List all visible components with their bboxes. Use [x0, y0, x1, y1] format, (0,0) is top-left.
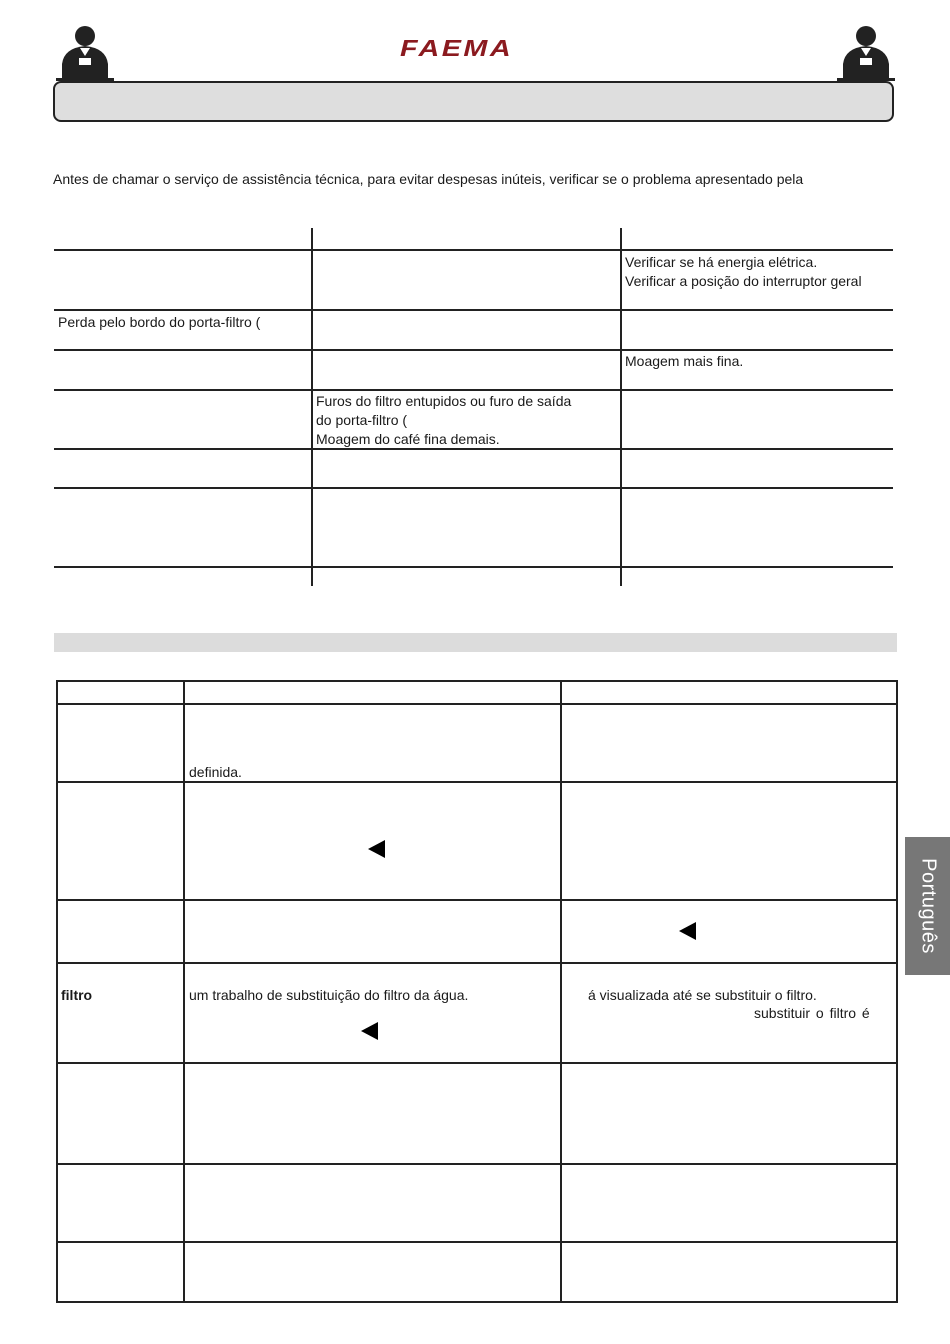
- waiter-logo-icon-right: [835, 24, 897, 82]
- table-cell: Moagem mais fina.: [625, 353, 744, 369]
- waiter-logo-icon-left: [54, 24, 116, 82]
- table-cell: definida.: [189, 764, 242, 780]
- language-tab-label: Português: [917, 858, 939, 954]
- arrow-left-icon: [368, 840, 385, 858]
- table-cell: um trabalho de substituição do filtro da água.: [189, 987, 469, 1003]
- table-cell: filtro: [61, 987, 93, 1003]
- section-header-bar: [53, 81, 894, 122]
- section-divider-bar: [54, 633, 897, 652]
- table-cell: Furos do filtro entupidos ou furo de saída do porta-filtro ( Moagem do café fina demais.: [316, 393, 572, 447]
- intro-text: Antes de chamar o serviço de assistência técnica, para evitar despesas inúteis, verificar se o problema apresentado pela: [53, 171, 804, 187]
- language-tab[interactable]: [905, 837, 950, 975]
- arrow-left-icon: [679, 922, 696, 940]
- table-cell: á visualizada até se substituir o filtro.: [588, 987, 817, 1003]
- arrow-left-icon: [361, 1022, 378, 1040]
- table-cell: Perda pelo bordo do porta-filtro (: [58, 314, 261, 330]
- table-cell: substituir o filtro é: [754, 1005, 870, 1021]
- table-cell: Verificar se há energia elétrica. Verificar a posição do interruptor geral: [625, 254, 862, 289]
- faema-logo: FAEMA: [400, 35, 514, 61]
